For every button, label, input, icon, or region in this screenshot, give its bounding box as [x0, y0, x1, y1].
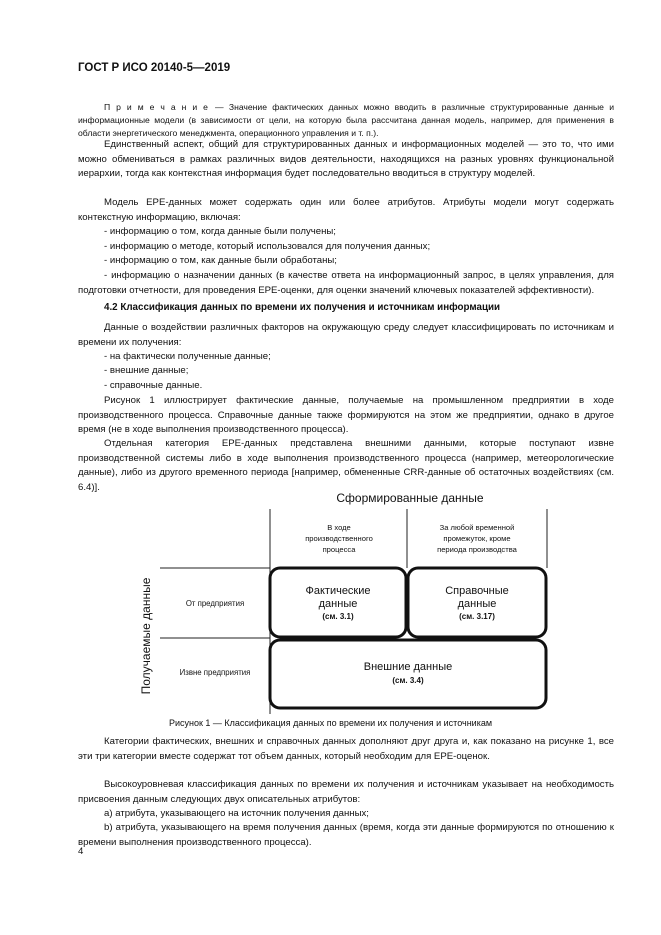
paragraph-5: Рисунок 1 иллюстрирует фактические данные, получаемые на промышленном предприятии в ходе производственного процесса. Справочные данные также формируются на этом же предприятии, однако в другое время (не в ходе выполнения производственного процесса).: [78, 395, 614, 436]
col2-header-line: периода производства: [437, 545, 517, 554]
figure-caption: Рисунок 1 — Классификация данных по времени их получения и источникам: [168, 718, 493, 728]
actual-data-label: Фактические: [305, 585, 371, 597]
list-item-a: a) атрибута, указывающего на источник получения данных;: [104, 808, 369, 819]
paragraph-8: Высокоуровневая классификация данных по времени их получения и источникам указывает на необходимость присвоения данным следующих двух описательных атрибутов:: [78, 779, 614, 805]
row-label-from-enterprise: От предприятия: [185, 599, 245, 608]
external-data-box: [270, 640, 546, 708]
reference-data-label: Справочные: [445, 585, 509, 597]
paragraph-9: b) атрибута, указывающего на время получения данных (время, когда эти данные формируются по отношению к времени выполнения производственного процесса).: [78, 822, 614, 848]
list-item: - справочные данные.: [104, 380, 203, 391]
col1-header-line: В ходе: [327, 523, 351, 532]
row-label-outside-enterprise: Извне предприятия: [179, 668, 251, 677]
paragraph-2: Модель ЕРЕ-данных может содержать один или более атрибутов. Атрибуты модели могут содержать контекстную информацию, включая:: [78, 197, 614, 223]
list-item: - на фактически полученные данные;: [104, 351, 271, 362]
list-item: - информацию о том, как данные были обработаны;: [104, 255, 337, 266]
paragraph-4: Данные о воздействии различных факторов на окружающую среду следует классифицировать по источникам и времени их получения:: [78, 322, 614, 348]
list-item: - информацию о том, когда данные были получены;: [104, 226, 336, 237]
note-text: — Значение фактических данных можно вводить в различные структурированные данные и информационные модели (в зависимости от цели, на которую была рассчитана данная модель, например, для применения в области энергетического менеджмента, операционного управления и т. п.).: [78, 102, 614, 138]
col1-header-line: процесса: [322, 545, 356, 554]
reference-data-label: данные: [457, 598, 497, 610]
col1-header-line: производственного: [305, 534, 373, 543]
reference-data-ref: (см. 3.17): [459, 612, 495, 621]
list-item: - информацию о методе, который использовался для получения данных;: [104, 241, 431, 252]
figure-top-title: Сформированные данные: [336, 491, 484, 505]
page-number: 4: [78, 846, 84, 857]
document-header: ГОСТ Р ИСО 20140-5—2019: [78, 62, 231, 74]
note-label: П р и м е ч а н и е: [104, 102, 210, 112]
actual-data-ref: (см. 3.1): [322, 612, 354, 621]
section-heading: 4.2 Классификация данных по времени их получения и источникам информации: [104, 302, 501, 313]
paragraph-7: Категории фактических, внешних и справочных данных дополняют друг друга и, как показано на рисунке 1, все эти три категории вместе содержат тот объем данных, который необходим для ЕРЕ-оценок.: [78, 736, 614, 762]
list-item: - внешние данные;: [104, 365, 189, 376]
external-data-ref: (см. 3.4): [392, 676, 424, 685]
paragraph-1: Единственный аспект, общий для структурированных данных и информационных моделей — это то, что ими можно обмениваться в рамках различных видов деятельности, находящихся на разных уровнях функциональной иерархии, тогда как контекстная информация будет последовательно вводиться в структуру моделей.: [78, 139, 614, 180]
col2-header-line: За любой временной: [439, 523, 515, 532]
actual-data-label: данные: [318, 598, 358, 610]
figure-side-title: Получаемые данные: [139, 577, 153, 695]
paragraph-6: Отдельная категория ЕРЕ-данных представлена внешними данными, которые поступают извне производственной системы либо в ходе выполнения производственного процесса (например, метеорологические данные), либо из другого временного периода [например, обмененные CRR-данные об остаточных воздействиях (см. 6.4)].: [78, 438, 614, 493]
col2-header-line: промежуток, кроме: [443, 534, 511, 543]
external-data-label: Внешние данные: [363, 661, 453, 673]
paragraph-3: - информацию о назначении данных (в качестве ответа на информационный запрос, в целях управления, для подготовки отчетности, для проведения ЕРЕ-оценки, для оценки значений ключевых показателей эффективности).: [78, 270, 614, 296]
